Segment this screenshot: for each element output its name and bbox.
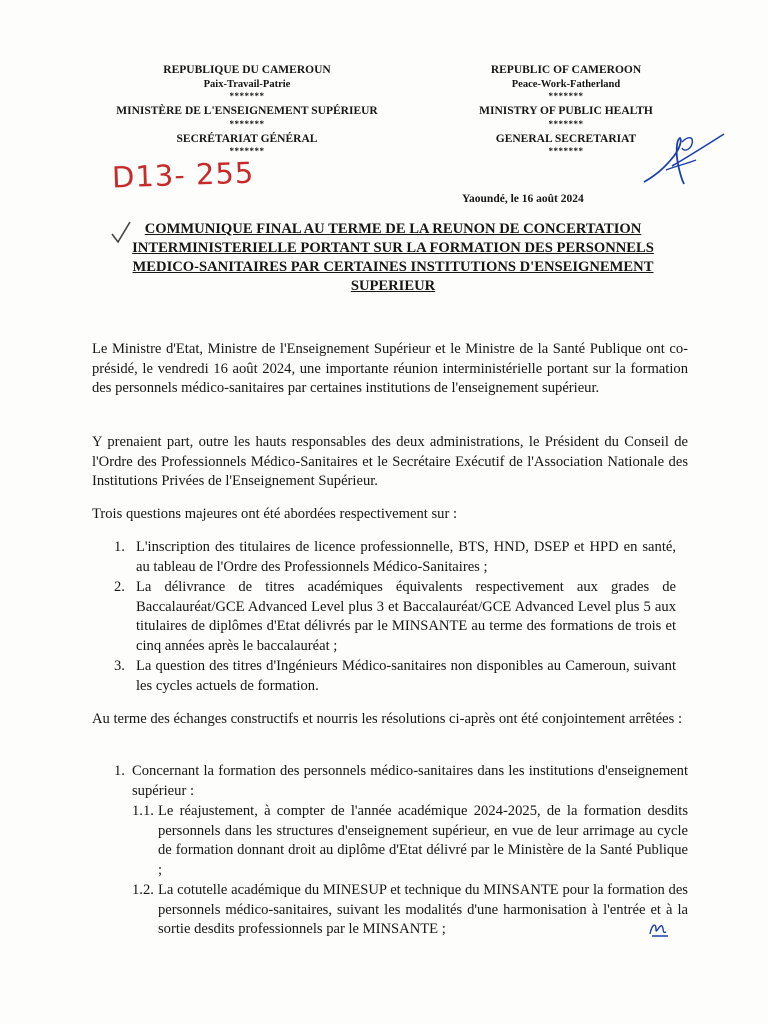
- question-3-number: 3.: [114, 658, 125, 674]
- motto-fr: Paix-Travail-Patrie: [203, 78, 291, 90]
- resolution-1-2-text: La cotutelle académique du MINESUP et technique du MINSANTE pour la formation des personnels médico-sanitaires, suivant les modalités d'une harmonisation à l'entrée et à la sortie desdits professionnels par le MINSANTE ;: [158, 882, 688, 938]
- header-fr: [92, 64, 402, 156]
- ministry-en: MINISTRY OF PUBLIC HEALTH: [479, 105, 653, 117]
- paragraph-intro: Le Ministre d'Etat, Ministre de l'Enseignement Supérieur et le Ministre de la Santé Publique ont co-présidé, le vendredi 16 août 2024, une importante réunion interministérielle portant sur la formation des personnels médico-sanitaires par certaines institutions de l'enseignement supérieur.: [92, 341, 688, 397]
- resolution-1-2-number: 1.2.: [132, 882, 154, 898]
- question-3-text: La question des titres d'Ingénieurs Médico-sanitaires non disponibles au Cameroun, suivant les cycles actuels de formation.: [136, 658, 676, 694]
- resolution-1-1-text: Le réajustement, à compter de l'année académique 2024-2025, de la formation desdits personnels dans les structures d'enseignement supérieur, en vue de leur arrimage au cycle de formation donnant droit au diplôme d'Etat délivré par le Ministère de la Santé Publique ;: [158, 803, 688, 878]
- secretariat-fr: SECRÉTARIAT GÉNÉRAL: [176, 132, 318, 145]
- question-1-number: 1.: [114, 539, 125, 555]
- stars-en-3: *******: [548, 146, 584, 156]
- resolution-1-number: 1.: [114, 763, 125, 779]
- handwritten-reference-number: D13- 255: [111, 155, 255, 195]
- stars-fr-2: *******: [229, 118, 265, 129]
- stars-fr-3: *******: [229, 146, 265, 156]
- communique-title: COMMUNIQUE FINAL AU TERME DE LA REUNON DE CONCERTATION INTERMINISTERIELLE PORTANT SUR LA FORMATION DES PERSONNELS MEDICO-SANITAIRES PAR CERTAINES INSTITUTIONS D'ENSEIGNEMENT SUPERIEUR: [132, 221, 654, 294]
- stars-fr-1: *******: [229, 91, 265, 101]
- paragraph-questions-intro: Trois questions majeures ont été abordées respectivement sur :: [92, 506, 458, 522]
- signature-icon: [636, 130, 728, 192]
- motto-en: Peace-Work-Fatherland: [511, 78, 621, 90]
- stars-en-2: *******: [548, 118, 584, 129]
- resolution-1-1-number: 1.1.: [132, 803, 154, 819]
- question-1-text: L'inscription des titulaires de licence professionnelle, BTS, HND, DSEP et HPD en santé, au tableau de l'Ordre des Professionnels Médico-Sanitaires ;: [136, 539, 676, 575]
- date-line: Yaoundé, le 16 août 2024: [462, 193, 584, 205]
- question-2-number: 2.: [114, 579, 125, 595]
- country-en: REPUBLIC OF CAMEROON: [490, 64, 642, 76]
- country-fr: REPUBLIQUE DU CAMEROUN: [163, 64, 331, 76]
- stars-en-1: *******: [548, 91, 584, 101]
- paragraph-participants: Y prenaient part, outre les hauts responsables des deux administrations, le Président du Conseil de l'Ordre des Professionnels Médico-Sanitaires et le Secrétaire Exécutif de l'Association Nationale des Institutions Privées de l'Enseignement Supérieur.: [92, 434, 688, 490]
- paragraph-resolutions-intro: Au terme des échanges constructifs et nourris les résolutions ci-après ont été conjointement arrêtées :: [92, 711, 683, 727]
- question-2-text: La délivrance de titres académiques équivalents respectivement aux grades de Baccalauréat/GCE Advanced Level plus 3 et Baccalauréat/GCE Advanced Level plus 5 aux titulaires de diplômes d'Etat délivrés par le MINSANTE au terme des formations de trois et cinq années après le baccalauréat ;: [136, 579, 676, 654]
- resolution-1-text: Concernant la formation des personnels médico-sanitaires dans les institutions d'enseignement supérieur :: [132, 763, 688, 799]
- initials-icon: [648, 920, 670, 938]
- ministry-fr: MINISTÈRE DE L'ENSEIGNEMENT SUPÉRIEUR: [116, 105, 378, 117]
- secretariat-en: GENERAL SECRETARIAT: [495, 132, 637, 145]
